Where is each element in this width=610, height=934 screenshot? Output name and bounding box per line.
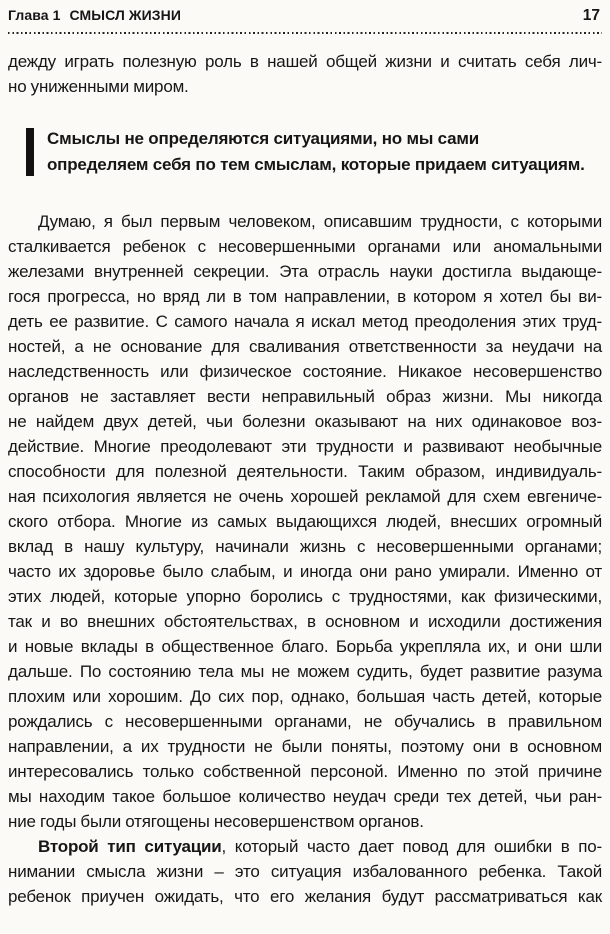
- body-paragraph: [8, 209, 602, 834]
- text-line: дальше. По состоянию тела мы не можем судить, будет развитие разума: [8, 662, 602, 682]
- text-line: вклад в нашу культуру, начинали жизнь с несовершенными органами;: [8, 537, 602, 557]
- text-line: и новые вклады в общественное благо. Борьба укрепляла их, и они шли: [8, 637, 602, 657]
- text-line: действие. Многие преодолевают эти трудности и развивают необычные: [8, 437, 602, 457]
- text-line: так и во внешних обстоятельствах, в основном и исходили достижения: [8, 612, 602, 632]
- pull-quote: [26, 126, 602, 178]
- text-line: ние годы были отягощены несовершенством органов.: [8, 812, 424, 832]
- text-line: рождались с несовершенными органами, не обучались в правильном: [8, 712, 602, 732]
- intro-paragraph: [8, 49, 602, 99]
- bold-lead-text: Второй тип ситуации: [38, 837, 222, 857]
- text-line: дежду играть полезную роль в нашей общей жизни и считать себя лич-: [8, 52, 602, 72]
- quote-bar: [26, 128, 34, 176]
- text-line: ностей, а не основание для сваливания ответственности за неудачи на: [8, 337, 602, 357]
- text-line: ная психология является не очень хорошей рекламой для схем евгениче-: [8, 487, 602, 507]
- paragraph-continuation: [8, 859, 602, 909]
- chapter-title: СМЫСЛ ЖИЗНИ: [69, 7, 182, 23]
- text-line: мы находим такое большое количество неудач среди тех детей, чьи ран-: [8, 787, 602, 807]
- text-line: Думаю, я был первым человеком, описавшим трудности, с которыми: [38, 212, 602, 232]
- running-head: [8, 7, 181, 23]
- page-header: [8, 7, 602, 25]
- text-line: этих людей, которые упорно боролись с трудностями, как физическими,: [8, 587, 602, 607]
- second-type-paragraph: [8, 834, 602, 909]
- text-line: наследственность или физическое состояние. Никакое несовершенство: [8, 362, 602, 382]
- text-line: ского отбора. Многие из самых выдающихся людей, внесших огромный: [8, 512, 602, 532]
- text-line: [8, 834, 602, 859]
- text-line: не найдем двух детей, чьи болезни оказывают на них одинаковое воз-: [8, 412, 602, 432]
- text-line: гося прогресса, но вряд ли в том направлении, в котором я хотел бы ви-: [8, 287, 602, 307]
- text-line: определяем себя по тем смыслам, которые придаем ситуациям.: [47, 155, 585, 175]
- text-line: деть ее развитие. С самого начала я искал метод преодоления этих труд-: [8, 312, 602, 332]
- text-line: железами внутренней секреции. Эта отрасль науки достигла выдающе-: [8, 262, 602, 282]
- text-line: плохим или хорошим. До сих пор, однако, большая часть детей, которые: [8, 687, 602, 707]
- page-number: 17: [582, 7, 600, 24]
- quote-text: [34, 126, 585, 178]
- text-line: интересовались только собственной персоной. Именно по этой причине: [8, 762, 602, 782]
- text-line: ребенок приучен ожидать, что его желания будут рассматриваться как: [8, 887, 602, 907]
- text-line: но униженными миром.: [8, 77, 189, 97]
- chapter-label: Глава 1: [8, 7, 61, 23]
- text-line: способности для полезной деятельности. Таким образом, индивидуаль-: [8, 462, 602, 482]
- header-dotted-rule: [8, 32, 602, 34]
- text-line: часто их здоровье было слабым, и иногда они рано умирали. Именно от: [8, 562, 602, 582]
- text-line: направлении, а их трудности не были поняты, поэтому они в основном: [8, 737, 602, 757]
- text-line: Смыслы не определяются ситуациями, но мы сами: [47, 129, 480, 149]
- text-line: сталкивается ребенок с несовершенными органами или аномальными: [8, 237, 602, 257]
- text-line: органов не заставляет вести неправильный образ жизни. Мы никогда: [8, 387, 602, 407]
- line-rest-text: , который часто дает повод для ошибки в по-: [221, 837, 602, 857]
- text-line: нимании смысла жизни – это ситуация избалованного ребенка. Такой: [8, 862, 602, 882]
